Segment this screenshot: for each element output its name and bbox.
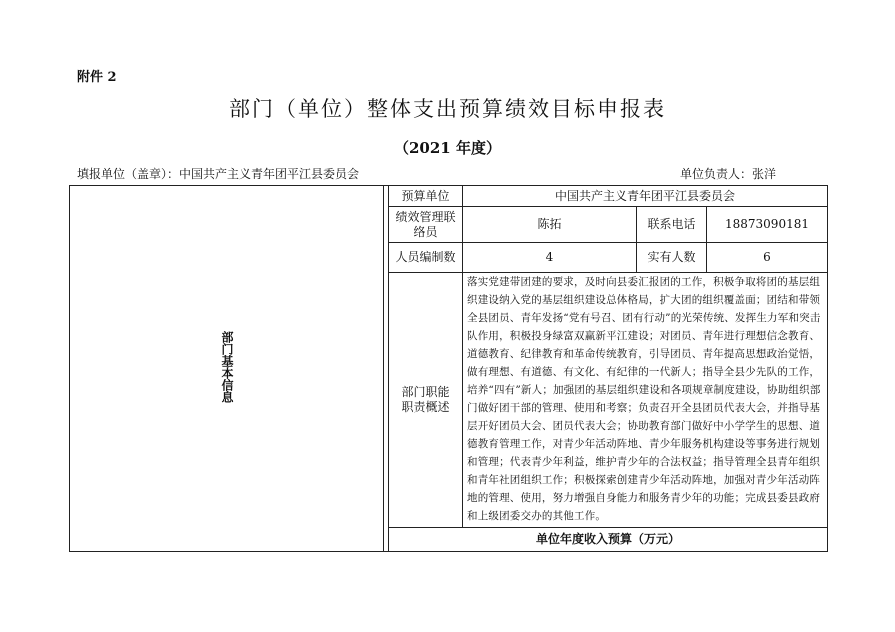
- phone-label: 联系电话: [637, 207, 707, 243]
- duty-label: 部门职能职责概述: [389, 273, 463, 528]
- unit-responsible: 单位负责人：张洋: [680, 167, 777, 181]
- duty-text: 落实党建带团建的要求，及时向县委汇报团的工作，积极争取将团的基层组织建设纳入党的基层组织建设总体格局，扩大团的组织覆盖面；团结和带领全县团员、青年发扬“党有号召、团有行动”的光荣传统、发挥生力军和突击队作用，积极投身绿富双赢新平江建设；对团员、青年进行理想信念教育、道德教育、纪律教育和革命传统教育，引导团员、青年提高思想政治觉悟，做有理想、有道德、有文化、有纪律的一代新人；指导全县少先队的工作，培养“四有”新人；加强团的基层组织建设和各项规章制度建设，协助组织部门做好团干部的管理、使用和考察；负责召开全县团员代表大会，并指导基层开好团员大会、团员代表大会；协助教育部门做好中小学学生的思想、道德教育管理工作，对青少年活动阵地、青少年服务机构建设等事务进行规划和管理；代表青少年利益，维护青少年的合法权益；指导管理全县青年组织和青年社团组织工作；积极探索创建青少年活动阵地，加强对青少年活动阵地的管理、使用，努力增强自身能力和服务青少年的功能；完成县委县政府和上级团委交办的其他工作。: [463, 273, 828, 528]
- contact-label: 绩效管理联络员: [389, 207, 463, 243]
- budget-heading: 单位年度收入预算（万元）: [389, 528, 828, 552]
- staff-value: 4: [463, 243, 637, 273]
- section-cell: [70, 186, 384, 552]
- phone-value: 18873090181: [707, 207, 828, 243]
- section-label: 部门基本信息: [220, 330, 234, 403]
- report-year: （2021 年度）: [394, 139, 501, 157]
- attachment-label: 附件 2: [77, 70, 117, 85]
- filling-unit: 填报单位（盖章）：中国共产主义青年团平江县委员会: [77, 167, 360, 181]
- budget-unit-label: 预算单位: [389, 186, 463, 207]
- target-table: [69, 185, 828, 552]
- contact-value: 陈拓: [463, 207, 637, 243]
- actual-value: 6: [707, 243, 828, 273]
- actual-label: 实有人数: [637, 243, 707, 273]
- page-title: 部门（单位）整体支出预算绩效目标申报表: [229, 97, 666, 121]
- budget-unit-value: 中国共产主义青年团平江县委员会: [463, 186, 828, 207]
- staff-label: 人员编制数: [389, 243, 463, 273]
